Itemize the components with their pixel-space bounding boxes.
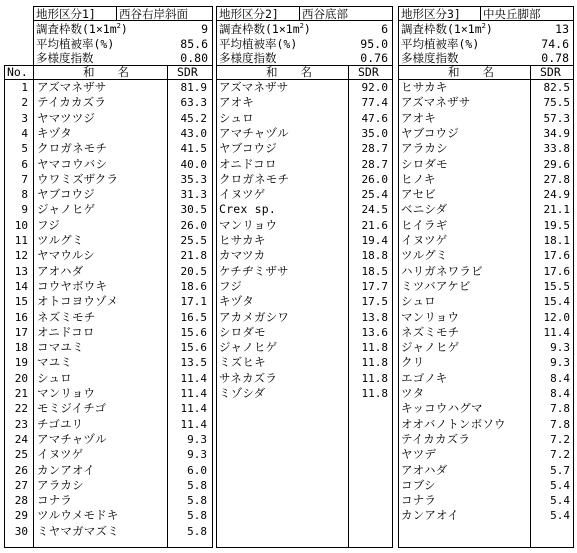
species-sdr: 5.4: [550, 478, 570, 492]
diversity-value: 0.78: [541, 51, 569, 65]
region-1-left-border: [33, 6, 34, 547]
region-2-bottom-border: [216, 547, 393, 548]
species-name: ヤマウルシ: [37, 248, 95, 263]
rank-number: 28: [14, 494, 28, 508]
region-3-bottom-border: [398, 547, 574, 548]
species-name: カンアオイ: [37, 462, 95, 477]
plot-count-label-suffix: ): [303, 22, 311, 36]
species-name: アラカシ: [401, 141, 448, 156]
species-sdr: 11.8: [361, 356, 388, 370]
species-sdr: 5.4: [550, 509, 570, 523]
species-sdr: 19.4: [361, 234, 388, 247]
species-name: アセビ: [401, 187, 436, 202]
rank-number: 10: [14, 218, 28, 232]
species-name: キヅタ: [219, 294, 254, 309]
species-sdr: 8.4: [550, 387, 570, 400]
species-name: ジャノヒゲ: [401, 340, 460, 355]
species-sdr: 18.8: [361, 249, 388, 263]
rank-number: 24: [14, 432, 28, 446]
rank-number: 25: [14, 448, 28, 462]
rank-number: 27: [14, 478, 28, 492]
coverage-value: 74.6: [541, 37, 569, 51]
species-name: シュロ: [219, 110, 254, 125]
species-name: クロガネモチ: [219, 171, 290, 186]
species-sdr: 7.8: [550, 417, 570, 431]
species-sdr: 41.5: [180, 142, 207, 156]
species-sdr: 92.0: [361, 81, 388, 94]
species-sdr: 25.5: [180, 234, 207, 247]
species-sdr: 11.4: [543, 325, 570, 339]
species-sdr: 17.7: [361, 279, 388, 293]
species-name: イヌツゲ: [401, 233, 448, 247]
species-name: ハリガネワラビ: [401, 263, 483, 278]
species-name: モミジイチゴ: [37, 401, 107, 416]
species-sdr: 11.4: [180, 417, 207, 431]
diversity-value: 0.76: [360, 51, 388, 65]
sdr-column-header: SDR: [540, 65, 561, 79]
diversity-label: 多様度指数: [219, 51, 277, 65]
species-name: Crex sp.: [219, 202, 276, 217]
region-3-sdr-divider: [530, 65, 531, 547]
species-name: アオキ: [401, 110, 436, 125]
species-name: シュロ: [401, 294, 436, 309]
species-name: アマチャヅル: [37, 431, 107, 446]
plot-count-label: [401, 22, 493, 37]
species-sdr: 25.4: [361, 188, 388, 202]
species-sdr: 28.7: [361, 157, 388, 171]
coverage-label: 平均植被率(%): [219, 37, 298, 51]
species-sdr: 31.3: [180, 188, 207, 202]
species-name: アラカシ: [37, 477, 84, 492]
species-name: カンアオイ: [401, 508, 459, 523]
species-name: ジャノヒゲ: [37, 202, 96, 217]
plot-count-unit-sup: 2: [299, 22, 304, 31]
species-name: シロダモ: [401, 156, 448, 171]
species-name: ミゾシダ: [219, 386, 266, 400]
species-name: クロガネモチ: [37, 141, 108, 156]
diversity-label: 多様度指数: [401, 51, 459, 65]
species-name: オニドコロ: [219, 156, 277, 171]
rank-number: 13: [14, 264, 28, 278]
species-sdr: 12.0: [543, 310, 570, 324]
species-sdr: 5.7: [550, 463, 570, 477]
species-sdr: 17.6: [543, 249, 570, 263]
rank-number: 9: [21, 203, 28, 217]
species-sdr: 45.2: [180, 111, 207, 125]
species-name: イヌツゲ: [219, 187, 266, 202]
species-name: ツルウメモドキ: [37, 508, 119, 523]
rank-header: No.: [7, 65, 28, 79]
rank-number: 21: [14, 387, 28, 400]
rank-col-bottom-border: [4, 547, 34, 548]
species-sdr: 9.3: [187, 432, 207, 446]
species-name: テイカカズラ: [37, 95, 107, 110]
species-name: アオキ: [219, 95, 254, 110]
species-name: アズマネザサ: [37, 80, 107, 94]
name-column-header: 和 名: [266, 65, 312, 79]
species-name: ツルグミ: [401, 248, 448, 263]
rank-number: 16: [14, 310, 28, 324]
species-sdr: 5.8: [187, 494, 207, 508]
species-sdr: 18.6: [180, 279, 207, 293]
region-3-left-border: [398, 6, 399, 547]
species-sdr: 82.5: [543, 81, 570, 94]
species-sdr: 5.8: [187, 524, 207, 538]
species-name: ウワミズザクラ: [37, 171, 119, 186]
rank-number: 17: [14, 325, 28, 339]
species-sdr: 17.6: [543, 264, 570, 278]
rank-number: 29: [14, 509, 28, 523]
plot-count-label: [219, 22, 311, 37]
species-sdr: 11.4: [180, 387, 207, 400]
species-sdr: 30.5: [180, 203, 207, 217]
coverage-value: 85.6: [180, 37, 208, 51]
species-name: ヤブコウジ: [37, 187, 95, 202]
rank-number: 1: [21, 81, 28, 94]
species-sdr: 47.6: [361, 111, 388, 125]
region-2-title-sep: [299, 6, 300, 20]
species-sdr: 9.3: [187, 448, 207, 462]
rank-number: 4: [21, 126, 28, 140]
region-name: 西谷右岸斜面: [119, 7, 188, 21]
plot-count-label-text: 調査枠数(1×1m: [36, 22, 117, 36]
species-name: ネズミモチ: [401, 324, 460, 339]
species-name: オトコヨウゾメ: [37, 294, 119, 309]
rank-number: 2: [21, 96, 28, 110]
species-sdr: 75.5: [543, 96, 570, 110]
species-name: キヅタ: [37, 125, 72, 140]
species-sdr: 28.7: [361, 142, 388, 156]
species-name: ヤブコウジ: [219, 141, 277, 156]
species-sdr: 26.0: [361, 172, 388, 186]
species-sdr: 13.5: [180, 356, 207, 370]
diversity-value: 0.80: [180, 51, 208, 65]
diversity-label: 多様度指数: [36, 51, 94, 65]
species-name: イヌツゲ: [37, 447, 84, 462]
rank-number: 26: [14, 463, 28, 477]
plot-count-unit-sup: 2: [116, 22, 121, 31]
plot-count-label-text: 調査枠数(1×1m: [401, 22, 482, 36]
plot-count-label-suffix: ): [485, 22, 493, 36]
species-name: ヤマツツジ: [37, 110, 96, 125]
species-name: コナラ: [37, 493, 73, 508]
region-2-right-border: [392, 6, 393, 547]
species-sdr: 6.0: [187, 463, 207, 477]
species-name: ミヤマガマズミ: [37, 523, 119, 538]
species-sdr: 21.6: [361, 218, 388, 232]
plot-count-label-text: 調査枠数(1×1m: [219, 22, 300, 36]
species-sdr: 15.4: [543, 295, 570, 309]
species-name: ヒサカキ: [401, 80, 448, 94]
species-sdr: 77.4: [361, 96, 388, 110]
sdr-column-header: SDR: [358, 65, 379, 79]
species-sdr: 15.6: [180, 325, 207, 339]
plot-count-value: 6: [381, 22, 388, 36]
region-name: 西谷底部: [302, 7, 348, 21]
species-name: アオハダ: [401, 462, 448, 477]
species-name: コマユミ: [37, 340, 84, 355]
species-name: ネズミモチ: [37, 309, 96, 324]
species-sdr: 57.3: [543, 111, 570, 125]
region-3-right-border: [573, 6, 574, 547]
species-name: マユミ: [37, 355, 73, 370]
species-sdr: 33.8: [543, 142, 570, 156]
species-name: コウヤボウキ: [37, 278, 108, 293]
rank-number: 22: [14, 402, 28, 416]
species-name: ミツバアケビ: [401, 278, 471, 293]
rank-col-left-border: [4, 65, 5, 547]
name-column-header: 和 名: [83, 65, 129, 79]
species-name: ヤブコウジ: [401, 125, 459, 140]
species-sdr: 15.6: [180, 341, 207, 355]
rank-number: 8: [21, 188, 28, 202]
species-sdr: 81.9: [180, 81, 207, 94]
species-sdr: 11.8: [361, 387, 388, 400]
sdr-column-header: SDR: [177, 65, 198, 79]
species-name: クリ: [401, 355, 425, 370]
region-1-right-border: [212, 6, 213, 547]
species-name: マンリョウ: [219, 217, 278, 232]
species-name: アズマネザサ: [219, 80, 289, 94]
species-name: ミズヒキ: [219, 355, 266, 370]
species-name: エゴノキ: [401, 370, 448, 385]
name-column-header: 和 名: [448, 65, 494, 79]
region-label: 地形区分3]: [401, 7, 461, 21]
species-sdr: 13.8: [361, 310, 388, 324]
region-1-bottom-border: [33, 547, 213, 548]
species-name: ジャノヒゲ: [219, 340, 278, 355]
species-name: マンリョウ: [37, 386, 96, 400]
species-sdr: 11.4: [180, 402, 207, 416]
species-name: アカメガシワ: [219, 309, 290, 324]
species-name: アオハダ: [37, 263, 84, 278]
plot-count-label: [36, 22, 128, 37]
species-name: カマツカ: [219, 248, 266, 263]
species-sdr: 7.2: [550, 432, 570, 446]
region-3-title-sep: [480, 6, 481, 20]
species-sdr: 17.5: [361, 295, 388, 309]
plot-count-value: 9: [201, 22, 208, 36]
species-sdr: 19.5: [543, 218, 570, 232]
species-name: サネカズラ: [219, 370, 278, 385]
species-sdr: 17.1: [180, 295, 207, 309]
species-name: マンリョウ: [401, 309, 460, 324]
region-2-sdr-divider: [348, 65, 349, 547]
region-label: 地形区分2]: [219, 7, 279, 21]
species-name: ケチヂミザサ: [219, 263, 289, 278]
species-name: フジ: [37, 217, 60, 232]
species-sdr: 24.5: [361, 203, 388, 217]
species-name: ヤマコウバシ: [37, 156, 108, 171]
species-sdr: 8.4: [550, 371, 570, 385]
species-sdr: 20.5: [180, 264, 207, 278]
species-sdr: 9.3: [550, 356, 570, 370]
rank-number: 14: [14, 279, 28, 293]
coverage-value: 95.0: [360, 37, 388, 51]
species-sdr: 29.6: [543, 157, 570, 171]
species-sdr: 43.0: [180, 126, 207, 140]
species-sdr: 5.8: [187, 478, 207, 492]
species-sdr: 27.8: [543, 172, 570, 186]
species-sdr: 40.0: [180, 157, 207, 171]
species-name: フジ: [219, 278, 242, 293]
region-name: 中央丘脚部: [483, 7, 541, 21]
species-name: オオバノトンボソウ: [401, 416, 506, 431]
species-name: ヤツデ: [401, 447, 437, 462]
species-name: ツタ: [401, 386, 425, 400]
coverage-label: 平均植被率(%): [36, 37, 115, 51]
region-1-title-sep: [116, 6, 117, 20]
rank-number: 23: [14, 417, 28, 431]
species-sdr: 26.0: [180, 218, 207, 232]
species-name: アズマネザサ: [401, 95, 471, 110]
rank-number: 7: [21, 172, 28, 186]
species-name: ヒノキ: [401, 171, 436, 186]
species-sdr: 5.4: [550, 494, 570, 508]
region-label: 地形区分1]: [36, 7, 96, 21]
species-name: ツルグミ: [37, 233, 84, 247]
species-name: コブシ: [401, 477, 436, 492]
species-name: アマチャヅル: [219, 125, 289, 140]
species-sdr: 63.3: [180, 96, 207, 110]
species-name: ベニシダ: [401, 202, 448, 217]
species-sdr: 7.8: [550, 402, 570, 416]
region-1-sdr-divider: [167, 65, 168, 547]
rank-number: 3: [21, 111, 28, 125]
species-sdr: 15.5: [543, 279, 570, 293]
species-name: ヒサカキ: [219, 233, 266, 247]
species-sdr: 16.5: [180, 310, 207, 324]
species-name: テイカカズラ: [401, 431, 471, 446]
rank-number: 15: [14, 295, 28, 309]
species-sdr: 9.3: [550, 341, 570, 355]
plot-count-label-suffix: ): [120, 22, 128, 36]
species-name: シロダモ: [219, 324, 266, 339]
rank-number: 6: [21, 157, 28, 171]
plot-count-value: 13: [555, 22, 569, 36]
species-sdr: 11.4: [180, 371, 207, 385]
rank-number: 19: [14, 356, 28, 370]
species-sdr: 18.5: [361, 264, 388, 278]
rank-number: 11: [14, 234, 28, 247]
species-sdr: 34.9: [543, 126, 570, 140]
rank-number: 20: [14, 371, 28, 385]
species-sdr: 5.8: [187, 509, 207, 523]
species-sdr: 35.3: [180, 172, 207, 186]
species-sdr: 13.6: [361, 325, 388, 339]
rank-number: 18: [14, 341, 28, 355]
species-sdr: 11.8: [361, 341, 388, 355]
species-name: オニドコロ: [37, 324, 95, 339]
plot-count-unit-sup: 2: [481, 22, 486, 31]
rank-number: 5: [21, 142, 28, 156]
species-sdr: 7.2: [550, 448, 570, 462]
species-sdr: 11.8: [361, 371, 388, 385]
species-name: シュロ: [37, 370, 72, 385]
species-sdr: 21.1: [543, 203, 570, 217]
rank-number: 12: [14, 249, 28, 263]
species-sdr: 24.9: [543, 188, 570, 202]
species-name: チゴユリ: [37, 416, 84, 431]
rank-number: 30: [14, 524, 28, 538]
region-2-left-border: [216, 6, 217, 547]
species-name: キッコウハグマ: [401, 401, 483, 416]
species-sdr: 35.0: [361, 126, 388, 140]
species-name: ヒイラギ: [401, 217, 448, 232]
coverage-label: 平均植被率(%): [401, 37, 480, 51]
species-name: コナラ: [401, 493, 437, 508]
species-sdr: 21.8: [180, 249, 207, 263]
species-sdr: 18.1: [543, 234, 570, 247]
